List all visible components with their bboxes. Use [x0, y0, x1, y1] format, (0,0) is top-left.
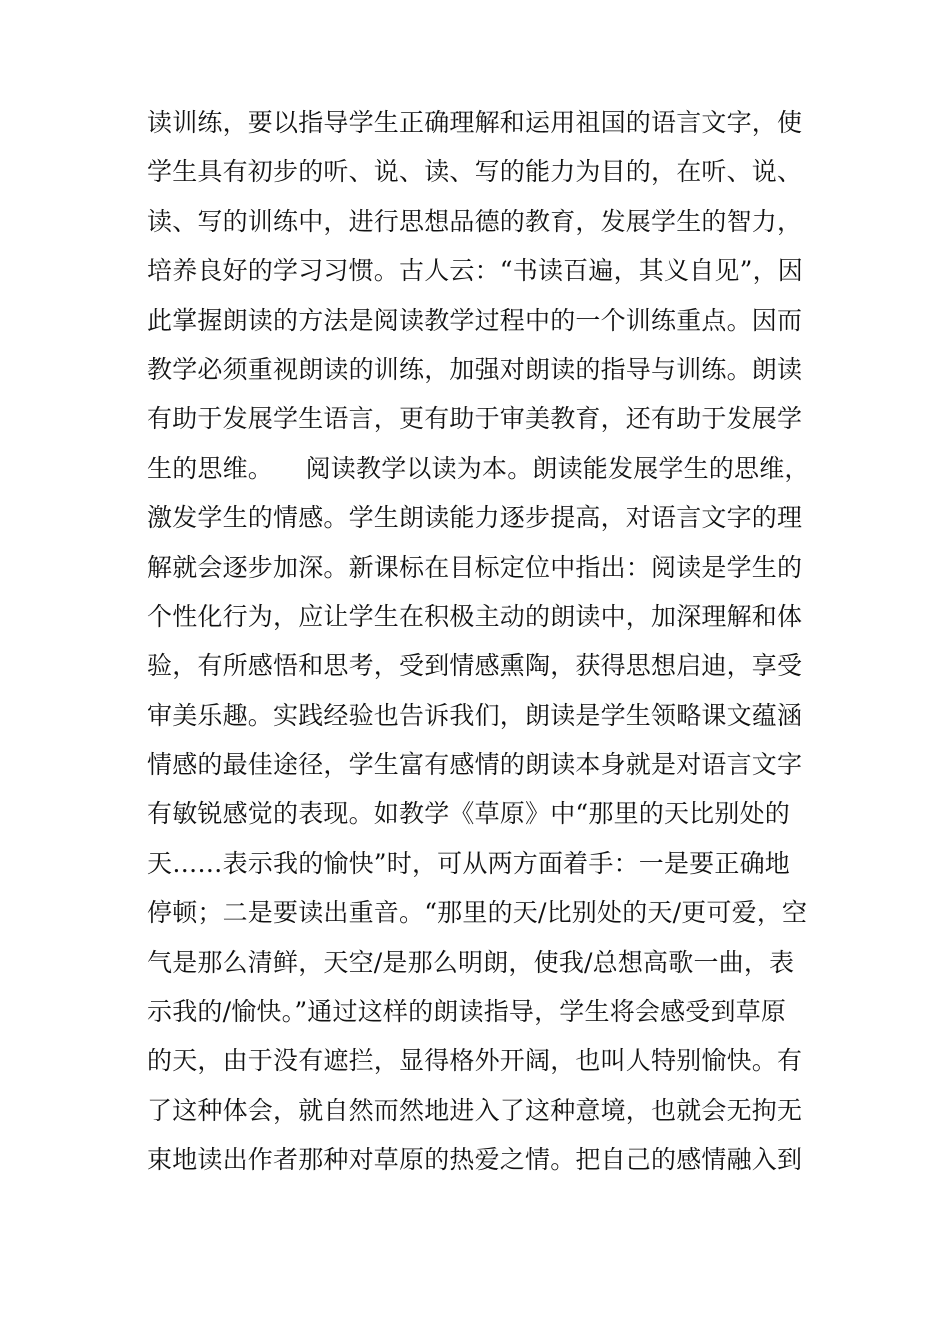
text-line: 激发学生的情感。学生朗读能力逐步提高，对语言文字的理 [147, 503, 803, 533]
text-line: 有敏锐感觉的表现。如教学《草原》中“那里的天比别处的 [147, 799, 790, 829]
text-line: 学生具有初步的听、说、读、写的能力为目的，在听、说、 [147, 157, 803, 187]
text-line: 气是那么清鲜，天空/是那么明朗，使我/总想高歌一曲，表 [147, 947, 795, 977]
text-line: 示我的/愉快。”通过这样的朗读指导，学生将会感受到草原 [147, 997, 787, 1027]
text-line: 验，有所感悟和思考，受到情感熏陶，获得思想启迪，享受 [147, 651, 803, 681]
text-line: 天……表示我的愉快”时，可从两方面着手：一是要正确地 [147, 848, 790, 878]
body-text [147, 98, 817, 1185]
text-line: 教学必须重视朗读的训练，加强对朗读的指导与训练。朗读 [147, 354, 803, 384]
text-line: 审美乐趣。实践经验也告诉我们，朗读是学生领略课文蕴涵 [147, 700, 803, 730]
text-line: 个性化行为，应让学生在积极主动的朗读中，加深理解和体 [147, 601, 803, 631]
text-line: 解就会逐步加深。新课标在目标定位中指出：阅读是学生的 [147, 552, 803, 582]
text-line: 束地读出作者那种对草原的热爱之情。把自己的感情融入到 [147, 1145, 803, 1175]
text-line: 读、写的训练中，进行思想品德的教育，发展学生的智力， [147, 206, 803, 236]
text-line: 了这种体会，就自然而然地进入了这种意境，也就会无拘无 [147, 1095, 803, 1125]
text-line: 此掌握朗读的方法是阅读教学过程中的一个训练重点。因而 [147, 305, 803, 335]
text-line: 读训练，要以指导学生正确理解和运用祖国的语言文字，使 [147, 108, 803, 137]
text-line: 有助于发展学生语言，更有助于审美教育，还有助于发展学 [147, 404, 803, 434]
text-line: 停顿；二是要读出重音。“那里的天/比别处的天/更可爱，空 [147, 898, 808, 928]
text-line: 情感的最佳途径，学生富有感情的朗读本身就是对语言文字 [147, 750, 803, 780]
text-line: 生的思维。 阅读教学以读为本。朗读能发展学生的思维， [147, 453, 810, 483]
text-line: 的天，由于没有遮拦，显得格外开阔，也叫人特别愉快。有 [147, 1046, 803, 1076]
text-line: 培养良好的学习习惯。古人云：“书读百遍，其义自见”，因 [147, 256, 803, 286]
